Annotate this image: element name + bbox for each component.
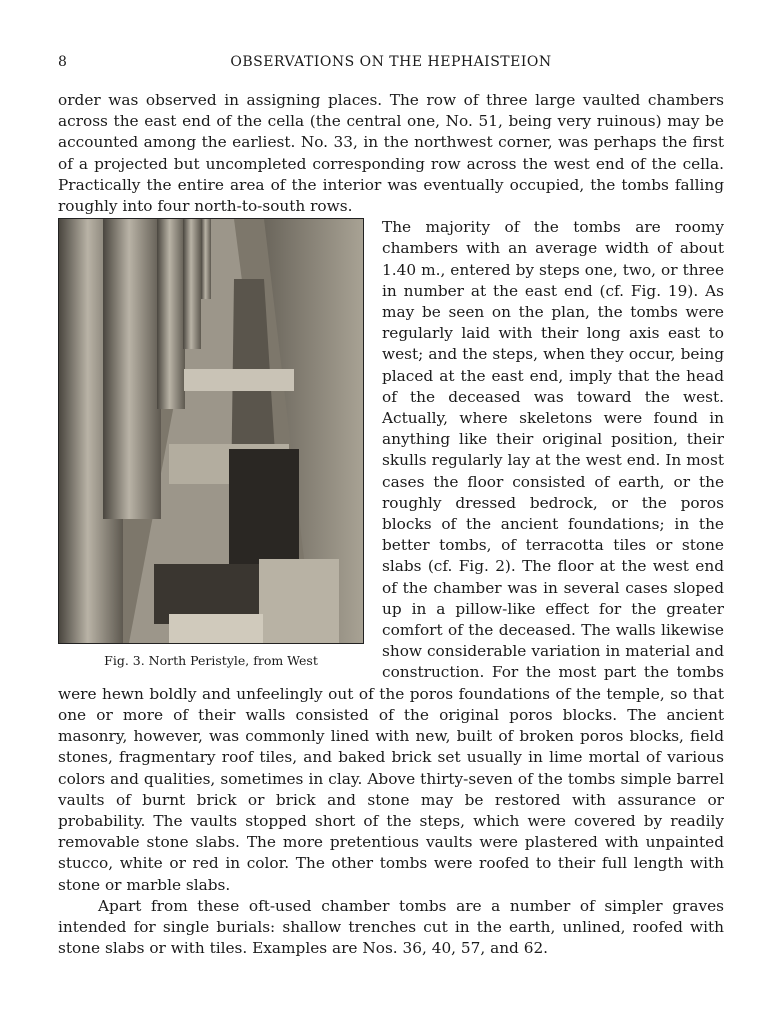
figure-caption: Fig. 3. North Peristyle, from West: [104, 653, 318, 669]
paragraph-3: Apart from these oft-used chamber tombs are a number of simpler graves intended for single burials: shallow trenches cut in the earth, unlined, roofed with stone slabs or with tiles. Examples are Nos. 36, 40, 57, and 62.: [58, 896, 724, 958]
running-head: [58, 54, 724, 76]
body-text: [58, 90, 724, 959]
page-number: 8: [58, 54, 68, 70]
north-peristyle-photo: [58, 218, 364, 644]
figure-3: [58, 218, 364, 669]
paragraph-2-text: The majority of the tombs are roomy chambers with an average width of about 1.40 m., entered by steps one, two, or three in number at the east end (cf. Fig. 19). As may be seen on the plan, the tombs were regularly laid with their long axis east to west; and the steps, when they occur, being placed at the east end, imply that the head of the deceased was toward the west. Actually, where skeletons were found in anything like their original position, their skulls regularly lay at the west end. In most cases the floor consisted of earth, or the roughly dressed bedrock, or the poros blocks of the ancient foundations; in the better tombs, of terracotta tiles or stone slabs (cf. Fig. 2). The floor at the west end of the chamber was in several cases sloped up in a pillow-like effect for the greater comfort of the deceased. The walls likewise show considerable variation in material and construction. For the most part the tombs were hewn boldly and unfeelingly out of the poros foundations of the temple, so that one or more of their walls consisted of the original poros blocks. The ancient masonry, however, was commonly lined with new, built of broken poros blocks, field stones, fragmentary roof tiles, and baked brick set usually in lime mortal of various colors and qualities, sometimes in clay. Above thirty-seven of the tombs simple barrel vaults of burnt brick or brick and stone may be restored with assurance or probability. The vaults stopped short of the steps, which were covered by readily removable stone slabs. The more pretentious vaults were plastered with unpainted stucco, white or red in color. The other tombs were roofed to their full length with stone or marble slabs.: [58, 218, 724, 894]
paragraph-1: order was observed in assigning places. The row of three large vaulted chambers across the east end of the cella (the central one, No. 51, being very ruinous) may be accounted among the earliest. No. 33, in the northwest corner, was perhaps the first of a projected but uncompleted corresponding row across the west end of the cella. Practically the entire area of the interior was eventually occupied, the tombs falling roughly into four north-to-south rows.: [58, 91, 724, 216]
running-title: OBSERVATIONS ON THE HEPHAISTEION: [230, 54, 552, 70]
